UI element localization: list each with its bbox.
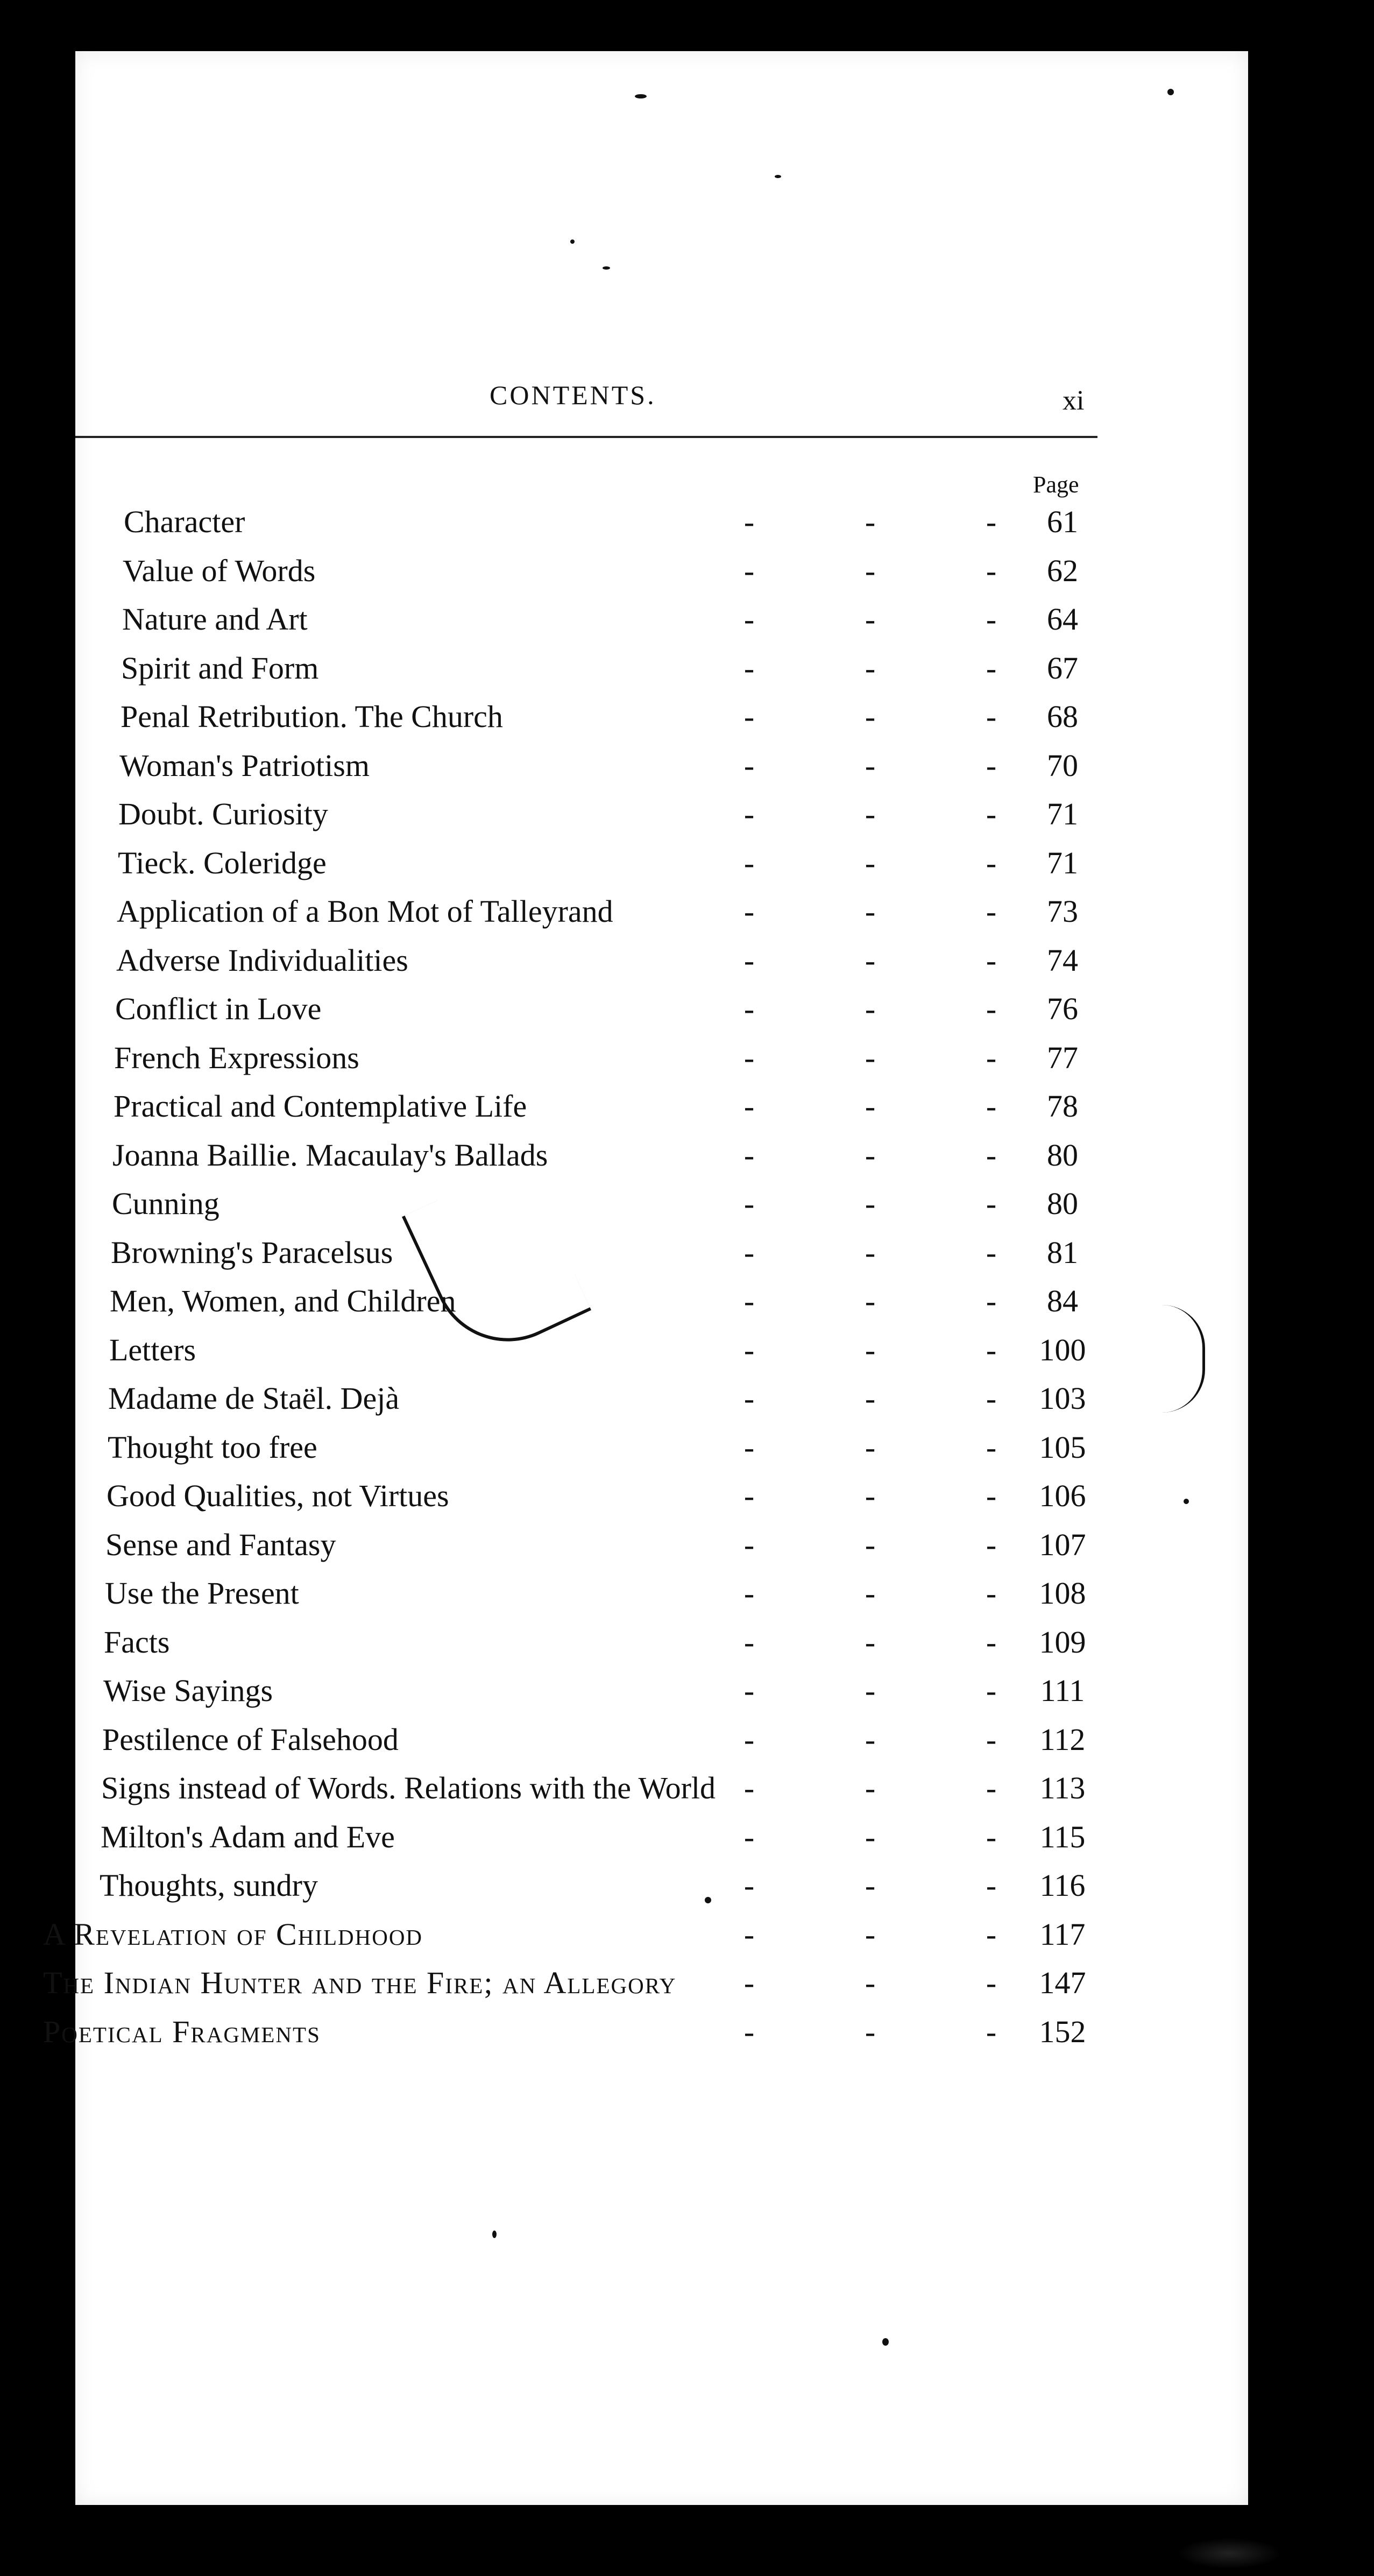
speck [635, 94, 647, 98]
toc-entry-page: 100 [1039, 1332, 1086, 1367]
toc-leader-dots: - - - [743, 1186, 997, 1221]
toc-entry-title: Good Qualities, not Virtues [107, 1478, 449, 1513]
toc-entry [75, 498, 1248, 547]
toc-entry-page: 61 [1047, 504, 1078, 539]
toc-entry-page: 106 [1039, 1478, 1086, 1513]
toc-entry [75, 644, 1248, 693]
toc-entry-page: 115 [1039, 1819, 1086, 1854]
toc-leader-dots: - - - [743, 991, 997, 1026]
toc-leader-dots: - - - [743, 1576, 997, 1611]
toc-leader-dots: - - - [743, 1137, 997, 1173]
toc-entry-title: Madame de Staël. Dejà [108, 1381, 400, 1416]
toc-entry-page: 70 [1047, 747, 1078, 783]
toc-entry-page: 78 [1047, 1089, 1078, 1124]
toc-entry-title: Thoughts, sundry [100, 1868, 318, 1903]
toc-entry-title: Nature and Art [122, 602, 308, 637]
toc-entry [75, 1716, 1248, 1765]
toc-entry [75, 985, 1248, 1034]
toc-entry-title: Woman's Patriotism [119, 747, 370, 783]
toc-entry-page: 73 [1047, 894, 1078, 929]
speck [570, 239, 575, 244]
toc-entry [43, 1959, 1248, 2008]
toc-entry-page: 147 [1039, 1965, 1086, 2000]
toc-leader-dots: - - - [743, 699, 997, 734]
toc-entry [75, 742, 1248, 791]
toc-entry-page: 80 [1047, 1137, 1078, 1173]
toc-entry [75, 839, 1248, 888]
toc-entry [43, 2008, 1248, 2057]
toc-leader-dots: - - - [743, 845, 997, 880]
toc-entry [75, 1229, 1248, 1278]
toc-entry-page: 105 [1039, 1429, 1086, 1465]
toc-entry [75, 1861, 1248, 1910]
toc-leader-dots: - - - [743, 1819, 997, 1854]
toc-leader-dots: - - - [743, 553, 997, 588]
toc-leader-dots: - - - [743, 1624, 997, 1660]
toc-entry [75, 1277, 1248, 1326]
toc-entry [75, 1764, 1248, 1813]
toc-leader-dots: - - - [743, 2014, 997, 2049]
toc-entry-title: Men, Women, and Children [110, 1283, 456, 1318]
toc-entry-title: Signs instead of Words. Relations with the World [101, 1770, 716, 1805]
toc-entry [75, 1667, 1248, 1716]
toc-leader-dots: - - - [743, 1381, 997, 1416]
toc-entry-page: 152 [1039, 2014, 1086, 2049]
speck [882, 2338, 889, 2346]
toc-entry-page: 111 [1040, 1673, 1085, 1708]
toc-entry-page: 117 [1039, 1916, 1086, 1952]
toc-leader-dots: - - - [743, 1965, 997, 2000]
toc-leader-dots: - - - [743, 1721, 997, 1757]
toc-leader-dots: - - - [743, 796, 997, 831]
toc-entry-title: Facts [104, 1624, 170, 1660]
toc-entry-title: Sense and Fantasy [105, 1527, 336, 1562]
toc-entry-page: 112 [1039, 1721, 1086, 1757]
toc-entry [75, 1813, 1248, 1862]
toc-entry-page: 107 [1039, 1527, 1086, 1562]
toc-leader-dots: - - - [743, 602, 997, 637]
toc-entry [75, 693, 1248, 742]
toc-entry-title: Conflict in Love [115, 991, 322, 1026]
toc-entry-page: 113 [1039, 1770, 1086, 1805]
toc-entry-title: Joanna Baillie. Macaulay's Ballads [112, 1137, 548, 1173]
toc-entry-title: The Indian Hunter and the Fire; an Allegory [43, 1965, 677, 2000]
toc-entry-title: Adverse Individualities [116, 942, 408, 978]
speck [492, 2231, 497, 2238]
toc-leader-dots: - - - [743, 504, 997, 539]
book-page [43, 51, 1248, 2505]
speck [775, 175, 781, 178]
toc-leader-dots: - - - [743, 1429, 997, 1465]
corner-smudge [1157, 2532, 1302, 2575]
toc-entry [75, 547, 1248, 596]
margin-bracket-mark [1138, 1305, 1205, 1413]
speck [705, 1897, 711, 1903]
toc-entry [75, 1082, 1248, 1131]
toc-leader-dots: - - - [743, 1673, 997, 1708]
toc-entry-page: 108 [1039, 1576, 1086, 1611]
toc-entry-title: Character [124, 504, 245, 539]
toc-entry-page: 74 [1047, 942, 1078, 978]
toc-entry-title: Cunning [112, 1186, 219, 1221]
toc-leader-dots: - - - [743, 1478, 997, 1513]
toc-leader-dots: - - - [743, 1040, 997, 1075]
toc-entry-page: 76 [1047, 991, 1078, 1026]
toc-leader-dots: - - - [743, 650, 997, 686]
page-title: CONTENTS. [490, 380, 656, 410]
toc-entry-page: 64 [1047, 602, 1078, 637]
running-header [75, 379, 1248, 422]
toc-entry-title: French Expressions [114, 1040, 359, 1075]
toc-entry-title: Practical and Contemplative Life [114, 1089, 527, 1124]
toc-entry-title: A Revelation of Childhood [43, 1916, 423, 1952]
toc-entry [75, 1618, 1248, 1667]
toc-leader-dots: - - - [743, 942, 997, 978]
toc-entry [75, 1472, 1248, 1521]
toc-entry [75, 595, 1248, 644]
toc-leader-dots: - - - [743, 894, 997, 929]
toc-entry-title: Tieck. Coleridge [118, 845, 327, 880]
toc-entry-title: Pestilence of Falsehood [102, 1721, 399, 1757]
toc-entry-title: Use the Present [105, 1576, 299, 1611]
toc-entry-page: 116 [1039, 1868, 1086, 1903]
toc-entry-page: 109 [1039, 1624, 1086, 1660]
toc-entry [75, 887, 1248, 936]
toc-entry-page: 77 [1047, 1040, 1078, 1075]
toc-leader-dots: - - - [743, 1332, 997, 1367]
page-number: xi [1063, 385, 1085, 416]
toc-leader-dots: - - - [743, 1089, 997, 1124]
toc-entry-title: Wise Sayings [103, 1673, 273, 1708]
toc-entry-page: 71 [1047, 845, 1078, 880]
toc-entry [43, 1910, 1248, 1959]
toc-entry-page: 80 [1047, 1186, 1078, 1221]
toc-entry-title: Milton's Adam and Eve [101, 1819, 395, 1854]
toc-entry-title: Poetical Fragments [43, 2014, 321, 2049]
toc-leader-dots: - - - [743, 1283, 997, 1318]
toc-entry-page: 68 [1047, 699, 1078, 734]
speck [1184, 1499, 1189, 1504]
toc-entry [75, 1569, 1248, 1618]
toc-leader-dots: - - - [743, 1868, 997, 1903]
toc-entry-page: 71 [1047, 796, 1078, 831]
toc-leader-dots: - - - [743, 1234, 997, 1270]
header-rule [75, 436, 1097, 438]
toc-entry-title: Letters [109, 1332, 196, 1367]
toc-leader-dots: - - - [743, 1527, 997, 1562]
toc-entry [75, 1180, 1248, 1229]
toc-entry-page: 103 [1039, 1381, 1086, 1416]
toc-entry [75, 936, 1248, 985]
table-of-contents [43, 498, 1248, 2056]
toc-entry-title: Doubt. Curiosity [118, 796, 328, 831]
toc-entry-title: Value of Words [123, 553, 316, 588]
toc-entry [75, 1423, 1248, 1472]
toc-entry [75, 1034, 1248, 1083]
toc-entry [75, 1326, 1248, 1375]
toc-entry-page: 67 [1047, 650, 1078, 686]
toc-entry-title: Browning's Paracelsus [111, 1234, 393, 1270]
page-column-label: Page [1033, 471, 1079, 498]
toc-entry-page: 62 [1047, 553, 1078, 588]
toc-entry [75, 1374, 1248, 1423]
toc-leader-dots: - - - [743, 1770, 997, 1805]
toc-entry-title: Spirit and Form [121, 650, 319, 686]
toc-entry-title: Application of a Bon Mot of Talleyrand [117, 894, 613, 929]
speck [1167, 89, 1174, 95]
speck [603, 266, 610, 270]
toc-entry-page: 84 [1047, 1283, 1078, 1318]
toc-entry-title: Penal Retribution. The Church [121, 699, 503, 734]
toc-entry [75, 790, 1248, 839]
toc-entry-title: Thought too free [108, 1429, 317, 1465]
toc-entry [75, 1131, 1248, 1180]
toc-leader-dots: - - - [743, 747, 997, 783]
toc-entry [75, 1521, 1248, 1570]
toc-leader-dots: - - - [743, 1916, 997, 1952]
toc-entry-page: 81 [1047, 1234, 1078, 1270]
